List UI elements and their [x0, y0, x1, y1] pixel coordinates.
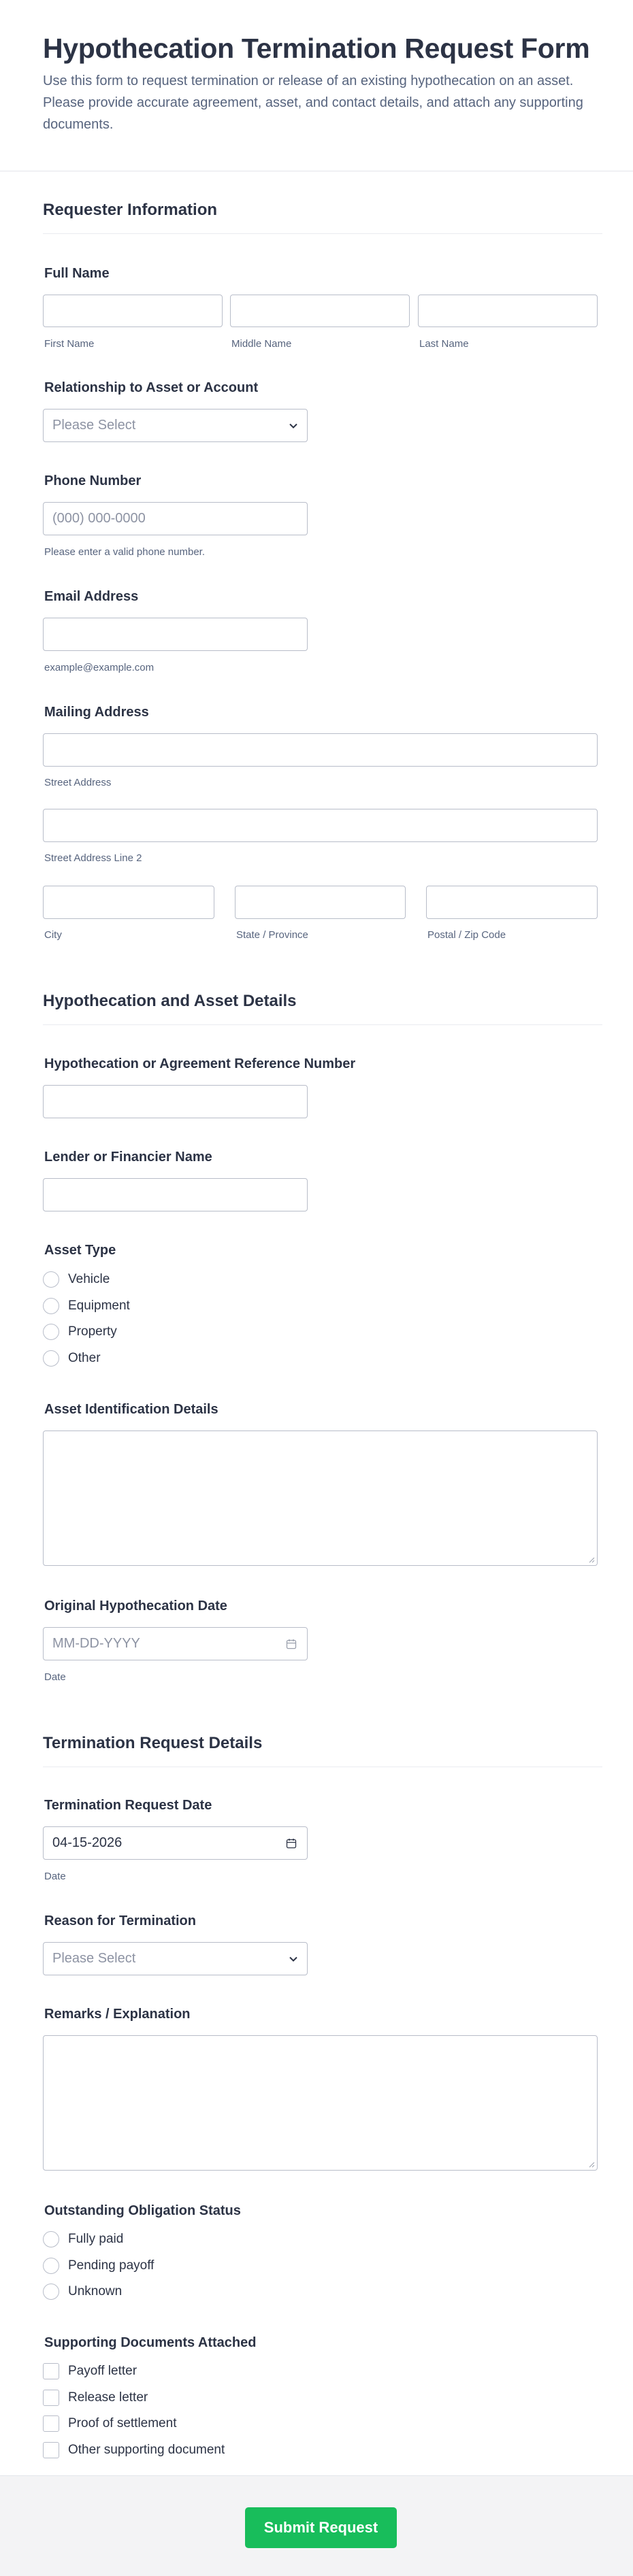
relationship-placeholder: Please Select: [52, 418, 136, 433]
resize-handle-icon[interactable]: [588, 2161, 595, 2168]
lender-label: Lender or Financier Name: [44, 1150, 212, 1165]
obligation-status-radio[interactable]: [43, 2231, 59, 2247]
asset-type-radio[interactable]: [43, 1271, 59, 1288]
reference-number-label: Hypothecation or Agreement Reference Number: [44, 1056, 356, 1071]
zip-sublabel: Postal / Zip Code: [427, 929, 506, 941]
email-input[interactable]: [43, 618, 308, 651]
asset-type-option: Property: [68, 1324, 117, 1339]
original-date-placeholder: MM-DD-YYYY: [52, 1636, 140, 1651]
submit-button[interactable]: Submit Request: [245, 2507, 397, 2548]
reason-label: Reason for Termination: [44, 1913, 196, 1928]
obligation-status-option: Fully paid: [68, 2232, 124, 2246]
city-input[interactable]: [43, 886, 214, 919]
documents-label: Supporting Documents Attached: [44, 2335, 257, 2350]
section-divider: [43, 233, 602, 234]
reason-placeholder: Please Select: [52, 1951, 136, 1966]
section-divider: [43, 1024, 602, 1025]
first-name-sublabel: First Name: [44, 338, 95, 350]
chevron-down-icon: [289, 421, 298, 431]
asset-type-radio[interactable]: [43, 1350, 59, 1367]
asset-type-label: Asset Type: [44, 1243, 116, 1258]
middle-name-input[interactable]: [230, 295, 410, 327]
remarks-label: Remarks / Explanation: [44, 2007, 191, 2022]
phone-hint: Please enter a valid phone number.: [44, 546, 205, 558]
asset-details-label: Asset Identification Details: [44, 1402, 218, 1417]
reason-select[interactable]: [43, 1942, 308, 1975]
calendar-icon[interactable]: [286, 1838, 297, 1849]
asset-type-option: Equipment: [68, 1299, 130, 1313]
documents-option: Proof of settlement: [68, 2416, 177, 2430]
mailing-address-label: Mailing Address: [44, 705, 149, 720]
phone-placeholder: (000) 000-0000: [52, 511, 146, 526]
form-description: Use this form to request termination or release of an existing hypothecation on an asset. Please provide accurate agreement, asset, and contact details, and attach any supporting documents.: [43, 73, 583, 132]
street-address-input[interactable]: [43, 733, 598, 767]
asset-type-option: Vehicle: [68, 1272, 110, 1286]
email-hint: example@example.com: [44, 662, 155, 673]
section-title-asset: Hypothecation and Asset Details: [43, 992, 297, 1010]
original-date-hint: Date: [44, 1671, 66, 1683]
section-title-termination: Termination Request Details: [43, 1734, 263, 1752]
termination-date-label: Termination Request Date: [44, 1798, 212, 1813]
relationship-select[interactable]: [43, 409, 308, 442]
remarks-textarea[interactable]: [43, 2035, 598, 2171]
obligation-status-option: Unknown: [68, 2284, 123, 2298]
documents-option: Release letter: [68, 2390, 148, 2405]
documents-checkbox[interactable]: [43, 2415, 59, 2432]
first-name-input[interactable]: [43, 295, 223, 327]
relationship-label: Relationship to Asset or Account: [44, 380, 259, 395]
asset-type-option: Other: [68, 1351, 101, 1365]
phone-label: Phone Number: [44, 473, 142, 488]
termination-date-input[interactable]: [43, 1826, 308, 1860]
documents-option: Payoff letter: [68, 2364, 137, 2378]
documents-option: Other supporting document: [68, 2443, 225, 2457]
zip-input[interactable]: [426, 886, 598, 919]
obligation-status-radio[interactable]: [43, 2284, 59, 2300]
last-name-sublabel: Last Name: [419, 338, 469, 350]
documents-checkbox[interactable]: [43, 2442, 59, 2458]
state-input[interactable]: [235, 886, 406, 919]
section-title-requester: Requester Information: [43, 201, 218, 219]
documents-checkbox[interactable]: [43, 2363, 59, 2379]
email-label: Email Address: [44, 589, 139, 604]
termination-date-hint: Date: [44, 1871, 66, 1882]
last-name-input[interactable]: [418, 295, 598, 327]
footer-divider: [0, 2475, 633, 2476]
state-sublabel: State / Province: [236, 929, 308, 941]
asset-type-radio[interactable]: [43, 1324, 59, 1340]
chevron-down-icon: [289, 1954, 298, 1964]
middle-name-sublabel: Middle Name: [231, 338, 292, 350]
obligation-status-option: Pending payoff: [68, 2258, 155, 2273]
asset-type-radio[interactable]: [43, 1298, 59, 1314]
resize-handle-icon[interactable]: [588, 1556, 595, 1563]
asset-details-textarea[interactable]: [43, 1431, 598, 1566]
obligation-status-radio[interactable]: [43, 2258, 59, 2274]
original-date-input[interactable]: [43, 1627, 308, 1660]
original-date-label: Original Hypothecation Date: [44, 1599, 227, 1613]
obligation-status-label: Outstanding Obligation Status: [44, 2203, 241, 2218]
city-sublabel: City: [44, 929, 62, 941]
documents-checkbox[interactable]: [43, 2390, 59, 2406]
calendar-icon[interactable]: [286, 1639, 297, 1650]
lender-input[interactable]: [43, 1178, 308, 1211]
termination-date-value: 04-15-2026: [52, 1835, 123, 1850]
street-address-sublabel: Street Address: [44, 777, 112, 788]
phone-input[interactable]: [43, 502, 308, 535]
form-title: Hypothecation Termination Request Form: [43, 33, 590, 64]
full-name-label: Full Name: [44, 266, 110, 281]
street-address-line2-input[interactable]: [43, 809, 598, 842]
reference-number-input[interactable]: [43, 1085, 308, 1118]
street-address-line2-sublabel: Street Address Line 2: [44, 852, 142, 864]
